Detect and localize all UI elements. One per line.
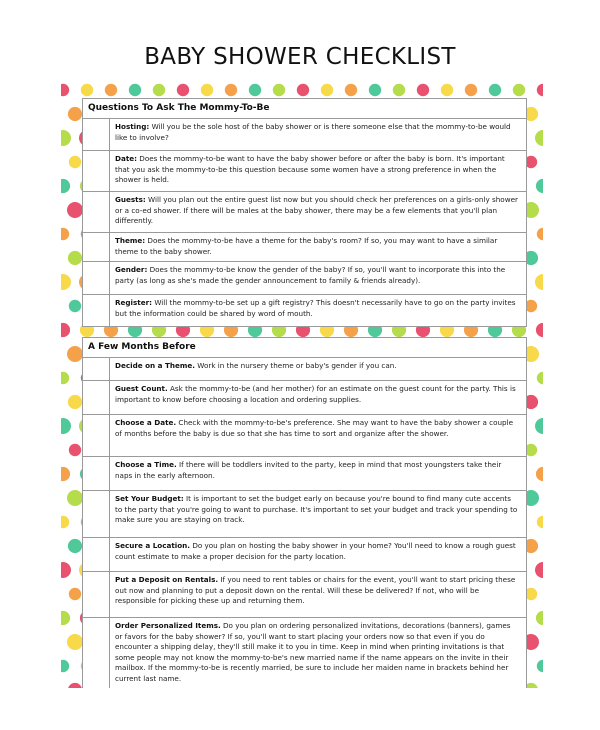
checklist-row [83,538,526,572]
item-label: Gender: [115,265,148,274]
polka-dot [68,251,82,265]
polka-dot [61,418,71,434]
item-label: Set Your Budget: [115,494,184,503]
polka-dot [536,323,543,337]
polka-dot [68,539,82,553]
polka-dot [68,107,82,121]
polka-dot [249,84,261,96]
item-description: It is important to set the budget early on because you're bound to find many cute accents to the party that you're going to want to purchase. It's important to set your budget and track your spending to make sure you are staying on track. [115,494,518,525]
item-description: Does the mommy-to-be have a theme for the baby's room? If so, you may want to have a similar theme to the baby shower. [115,236,498,256]
polka-dot [537,372,543,384]
item-description: If you need to rent tables or chairs for the event, you'll want to start pricing these out now and planning to put a deposit down on the rental. Will these be delivered? If not, who will be responsible for picking these up and returning them. [115,575,516,606]
item-description: Do you plan on hosting the baby shower in your home? You'll need to know a rough guest count estimate to make a proper decision for the party location. [115,541,516,561]
polka-dot [105,84,117,96]
item-label: Decide on a Theme. [115,361,195,370]
polka-dot [61,179,70,193]
checklist-row [83,415,526,457]
polka-dot [465,84,477,96]
checklist-rows [83,358,526,688]
item-text [110,233,526,261]
item-text [110,491,526,537]
polka-dot [536,179,543,193]
item-label: Choose a Date. [115,418,177,427]
checklist-rows [83,119,526,326]
polka-dot [225,84,237,96]
polka-dot [535,130,543,146]
item-text [110,381,526,414]
polka-dot [61,372,69,384]
item-label: Theme: [115,236,146,245]
polka-dot [61,130,71,146]
item-label: Order Personalized Items. [115,621,221,630]
page-title: BABY SHOWER CHECKLIST [144,44,456,70]
item-text [110,457,526,490]
item-description: Check with the mommy-to-be's preference. She may want to have the baby shower a couple of months before the baby is due so that she has time to sort and organize after the shower. [115,418,514,438]
item-label: Put a Deposit on Rentals. [115,575,219,584]
polka-dot [61,516,69,528]
item-description: Ask the mommy-to-be (and her mother) for an estimate on the guest count for the party. This is important to know before choosing a location and ordering supplies. [115,384,516,404]
polka-dot [61,323,70,337]
item-text [110,295,526,326]
checklist-row [83,358,526,381]
polka-dot [61,562,71,578]
checklist-row [83,572,526,618]
item-description: Do you plan on ordering personalized invitations, decorations (banners), games or favors for the baby shower? If so, you'll want to start placing your orders now so that even if you do encounter a shipping delay, they'll still make it to you in time. Keep in mind when printing invitations is that some people may not know the mommy-to-be's new married name if the name appears on the invite in their mailbox. If the mommy-to-be is recently married, be sure to include her maiden name in brackets behind her current last name. [115,621,511,683]
polka-dot [535,418,543,434]
polka-dot [67,490,83,506]
item-text [110,415,526,456]
checkbox[interactable] [83,538,110,571]
checkbox[interactable] [83,192,110,232]
section-title: A Few Months Before [83,338,526,358]
polka-dot [417,84,429,96]
checklist-row [83,457,526,491]
item-label: Guest Count. [115,384,168,393]
checkbox[interactable] [83,262,110,294]
item-description: Does the mommy-to-be want to have the baby shower before or after the baby is born. It's important that you ask the mommy-to-be this question because some women have a strong preference in when the shower is held. [115,154,505,185]
polka-dot [61,274,71,290]
polka-dot [345,84,357,96]
polka-dot [513,84,525,96]
item-description: Will you be the sole host of the baby shower or is there someone else that the mommy-to-be would like to involve? [115,122,511,142]
polka-dot-paper [61,82,543,688]
item-label: Hosting: [115,122,150,131]
checklist-row [83,262,526,295]
item-label: Secure a Location. [115,541,191,550]
item-text [110,618,526,688]
polka-dot [69,444,81,456]
item-text [110,572,526,617]
polka-dot [297,84,309,96]
checkbox[interactable] [83,491,110,537]
item-description: Work in the nursery theme or baby's gender if you can. [195,361,397,370]
item-label: Date: [115,154,138,163]
section-few-months-before [82,337,527,688]
polka-dot [537,660,543,672]
polka-dot [153,84,165,96]
polka-dot [536,611,543,625]
item-text [110,358,526,380]
checklist-row [83,295,526,326]
checkbox[interactable] [83,618,110,688]
polka-dot [441,84,453,96]
polka-dot [489,84,501,96]
checkbox[interactable] [83,358,110,380]
checkbox[interactable] [83,233,110,261]
checklist-row [83,233,526,262]
polka-dot [61,228,69,240]
polka-dot [69,156,81,168]
item-text [110,538,526,571]
polka-dot [67,634,83,650]
polka-dot [537,516,543,528]
item-description: Will you plan out the entire guest list now but you should check her preferences on a girls-only shower or a co-ed shower. If there will be males at the baby shower, there may be a few elements that you'll plan differently. [115,195,518,226]
checkbox[interactable] [83,295,110,326]
item-text [110,151,526,191]
polka-dot [537,84,543,96]
polka-dot [177,84,189,96]
checkbox[interactable] [83,151,110,191]
polka-dot [393,84,405,96]
polka-dot [61,467,70,481]
item-text [110,262,526,294]
polka-dot [129,84,141,96]
polka-dot [81,84,93,96]
polka-dot [68,395,82,409]
polka-dot [321,84,333,96]
section-title: Questions To Ask The Mommy-To-Be [83,99,526,119]
checklist-row [83,381,526,415]
checkbox[interactable] [83,457,110,490]
polka-dot [535,562,543,578]
checkbox[interactable] [83,572,110,617]
item-text [110,192,526,232]
item-label: Register: [115,298,153,307]
polka-dot [537,228,543,240]
polka-dot [536,467,543,481]
checklist-row [83,491,526,538]
polka-dot [69,588,81,600]
checklist-row [83,192,526,233]
checkbox[interactable] [83,381,110,414]
polka-dot [67,202,83,218]
polka-dot [369,84,381,96]
checkbox[interactable] [83,415,110,456]
checklist-row [83,151,526,192]
item-description: If there will be toddlers invited to the party, keep in mind that most youngsters take their naps in the early afternoon. [115,460,502,480]
item-label: Guests: [115,195,146,204]
checklist-row [83,119,526,151]
polka-dot [273,84,285,96]
polka-dot [61,84,69,96]
polka-dot [201,84,213,96]
polka-dot [68,683,82,688]
item-label: Choose a Time. [115,460,177,469]
checkbox[interactable] [83,119,110,150]
section-questions [82,98,527,327]
polka-dot [67,346,83,362]
item-text [110,119,526,150]
polka-dot [61,660,69,672]
item-description: Does the mommy-to-be know the gender of the baby? If so, you'll want to incorporate this into the party (as long as she's made the gender announcement to family & friends already). [115,265,506,285]
item-description: Will the mommy-to-be set up a gift registry? This doesn't necessarily have to go on the party invites but the information could be shared by word of mouth. [115,298,516,318]
checklist-row [83,618,526,688]
polka-dot [69,300,81,312]
polka-dot [535,274,543,290]
polka-dot [61,611,70,625]
